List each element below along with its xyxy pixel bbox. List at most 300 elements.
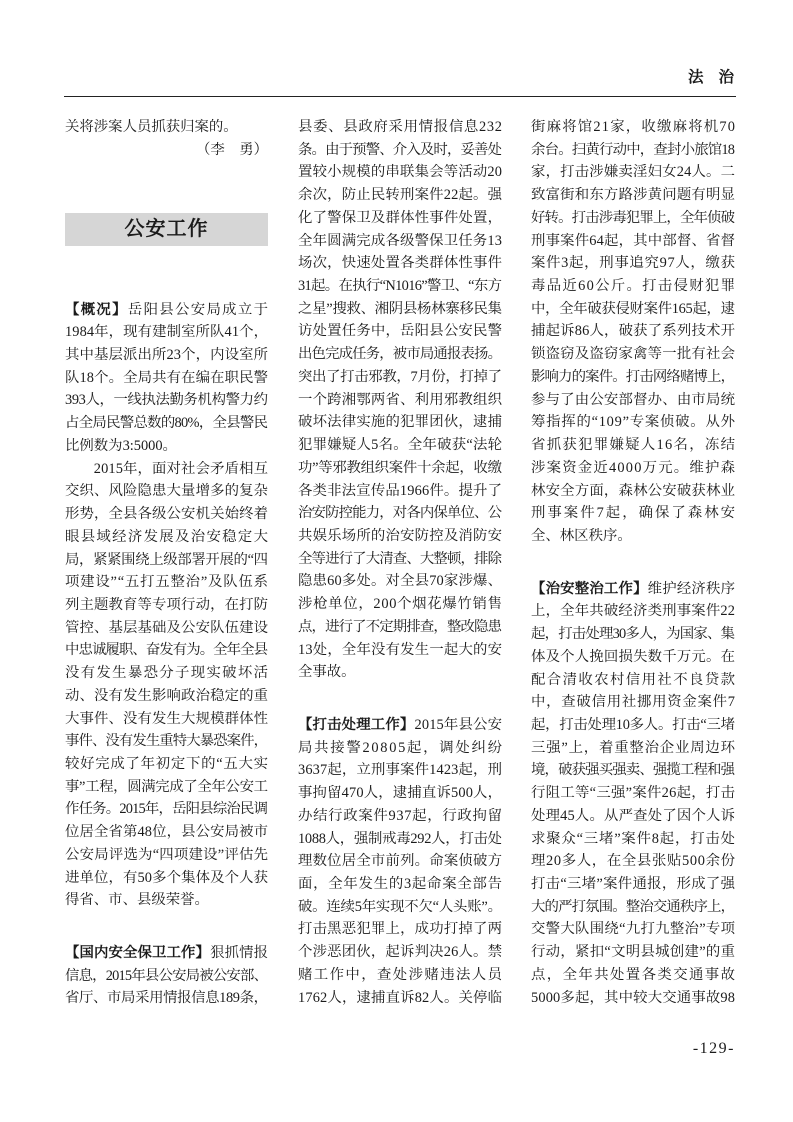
- text-line: [65, 344, 268, 367]
- text-line-content: [531, 298, 735, 321]
- line-text: 交警大队围绕“九打九整治”专项: [531, 921, 736, 938]
- text-line-content: [65, 639, 267, 662]
- line-text: 访处置任务中，岳阳县公安民警: [298, 323, 503, 340]
- text-line-content: [298, 661, 356, 684]
- text-line-content: [531, 646, 735, 669]
- author-credit: （李 勇）: [196, 141, 268, 158]
- public-order-paragraph: [531, 578, 735, 1010]
- text-line-content: [298, 987, 502, 1010]
- text-line-content: [298, 230, 502, 253]
- text-line: [531, 480, 735, 503]
- text-line: [65, 730, 268, 753]
- line-text: 信息，2015年县公安局被公安部、: [65, 967, 268, 984]
- text-line: [65, 798, 268, 821]
- text-line: [298, 230, 502, 253]
- text-line-content: [65, 965, 267, 988]
- line-text: 进单位，有50多个集体及个人获: [65, 869, 269, 886]
- text-line: [65, 549, 268, 572]
- text-line-content: [298, 320, 502, 343]
- text-line: [65, 685, 268, 708]
- text-line: [531, 782, 735, 805]
- paragraph-label: 【打击处理工作】: [298, 716, 415, 733]
- text-line-content: [531, 161, 735, 184]
- line-text: 2015年县公安: [414, 716, 503, 733]
- text-line-content: [531, 480, 735, 503]
- text-line-content: [65, 412, 267, 435]
- text-line-content: [531, 714, 735, 737]
- text-line-content: [298, 434, 502, 457]
- text-line-content: [531, 389, 735, 412]
- text-line: [298, 457, 502, 480]
- text-line: [531, 389, 735, 412]
- text-line-content: [531, 434, 736, 457]
- line-text: 1088人，强制戒毒292人，打击处: [298, 830, 502, 847]
- text-line-content: [531, 207, 734, 230]
- text-line: [65, 367, 268, 390]
- text-line: [298, 661, 502, 684]
- line-text: 大的严打氛围。整治交通秩序上，: [531, 898, 735, 915]
- line-text: 3637起，立刑事案件1423起，刑: [298, 762, 503, 779]
- text-line-content: [298, 616, 501, 639]
- text-line: [531, 184, 735, 207]
- text-line-content: [531, 600, 735, 623]
- text-line: [65, 389, 268, 412]
- line-text: 列主题教育等专项行动，在打防: [65, 596, 269, 613]
- overview-paragraph-2: [65, 458, 268, 912]
- line-text: 突出了打击邪教，7月份，打掉了: [298, 368, 502, 385]
- line-text: 大事件、没有发生大规模群体性: [65, 710, 269, 727]
- text-line: [298, 714, 502, 737]
- text-line-content: [94, 458, 268, 481]
- line-text: 形势，全县各级公安机关始终着: [65, 506, 269, 523]
- text-line: [65, 617, 268, 640]
- line-text: 得省、市、县级荣誉。: [65, 892, 209, 909]
- text-line: [298, 298, 502, 321]
- text-line: [531, 252, 735, 275]
- text-line-content: [531, 759, 734, 782]
- line-text: 局共接警20805起，调处纠纷: [298, 739, 504, 756]
- text-line-content: [298, 782, 502, 805]
- text-line-content: [298, 480, 502, 503]
- text-line: [298, 548, 502, 571]
- text-line-content: [531, 275, 736, 298]
- text-line-content: [65, 617, 268, 640]
- text-line-content: [65, 730, 267, 753]
- page-number: -129-: [692, 1040, 735, 1057]
- carryover-paragraph: [65, 116, 268, 139]
- line-text: 交织、风险隐患大量增多的复杂: [65, 483, 269, 500]
- line-text: 393人，一线执法勤务机构警力约: [65, 392, 268, 409]
- text-line-content: [65, 367, 268, 390]
- text-line: [531, 987, 735, 1010]
- text-line: [531, 691, 735, 714]
- text-line: [65, 503, 268, 526]
- text-line-content: [65, 344, 268, 367]
- text-line: [531, 805, 735, 828]
- text-line: [65, 526, 268, 549]
- paragraph-label: 【概况】: [65, 301, 128, 318]
- text-line-content: [298, 850, 502, 873]
- domestic-security-paragraph: [65, 942, 268, 1010]
- text-line: [65, 889, 268, 912]
- line-text: 全、林区秩序。: [531, 527, 632, 544]
- text-line-content: [298, 389, 502, 412]
- text-line-content: [531, 737, 736, 760]
- text-line-content: [531, 366, 734, 389]
- text-line-content: [65, 942, 268, 965]
- text-line-content: [65, 503, 268, 526]
- line-text: 个涉恶团伙，起诉判决26人。禁: [298, 944, 503, 961]
- line-text: 影响力的案件。打击网络赌博上，: [531, 368, 735, 385]
- line-text: 全年圆满完成各级警保卫任务13: [298, 232, 503, 249]
- line-text: 点，全年共处置各类交通事故: [531, 966, 737, 983]
- text-line: [298, 873, 502, 896]
- line-text: 破。连续5年实现不欠“人头账”。: [298, 898, 502, 915]
- text-line-content: [298, 964, 503, 987]
- text-line-content: [298, 525, 502, 548]
- text-line-content: [298, 275, 501, 298]
- text-line: [298, 411, 502, 434]
- line-text: 事拘留470人，逮捕直诉500人，: [298, 785, 503, 802]
- line-text: 好转。打击涉毒犯罪上，全年侦破: [531, 209, 735, 226]
- text-line: [65, 480, 268, 503]
- line-text: 打击“三堵”案件通报，形成了强: [531, 876, 736, 892]
- text-line-content: [298, 639, 502, 662]
- line-text: 点，进行了不定期排查，整改隐患: [298, 618, 502, 635]
- text-line-content: [65, 708, 268, 731]
- text-line-content: [65, 116, 238, 139]
- line-text: 各类非法宣传品1966件。提升了: [298, 482, 503, 499]
- text-line: [298, 252, 502, 275]
- section-title: 公安工作: [124, 217, 209, 240]
- text-line-content: [298, 184, 502, 207]
- text-line: [298, 207, 502, 230]
- text-line: [298, 139, 502, 162]
- text-line: [65, 299, 268, 322]
- line-text: 三强”上，着重整治企业周边环: [531, 739, 736, 756]
- text-line: [531, 850, 735, 873]
- text-line: [531, 139, 735, 162]
- text-line-content: [531, 987, 735, 1010]
- text-line: [298, 593, 502, 616]
- line-text: 求聚众“三堵”案件8起，打击处: [531, 830, 736, 847]
- line-text: 共娱乐场所的治安防控及消防安: [298, 527, 503, 544]
- line-text: 治安防控能力，对各内保单位、公: [298, 505, 502, 522]
- text-line: [298, 941, 502, 964]
- text-line: [531, 623, 735, 646]
- line-text: 筹指挥的“109”专案侦破。从外: [531, 414, 736, 431]
- text-line: [531, 896, 735, 919]
- line-text: 较好完成了年初定下的“五大实: [65, 755, 269, 772]
- line-text: 上，全年共破经济类刑事案件22: [531, 603, 736, 620]
- text-line-content: [298, 737, 504, 760]
- text-line-content: [298, 714, 502, 737]
- line-text: 作任务。2015年，岳阳县综治民调: [65, 801, 268, 818]
- line-text: 理20多人，在全县张贴500余份: [531, 853, 736, 870]
- line-text: 其中基层派出所23个，内设室所: [65, 347, 269, 364]
- text-line-content: [298, 252, 502, 275]
- text-line-content: [531, 873, 735, 896]
- text-line: [531, 918, 735, 941]
- line-text: 参与了由公安部督办、由市局统: [531, 391, 736, 408]
- text-line-content: [531, 691, 736, 714]
- text-line-content: [531, 411, 736, 434]
- text-line-content: [531, 252, 736, 275]
- text-line: [531, 298, 735, 321]
- line-text: 余次，防止民转刑案件22起。强: [298, 187, 503, 204]
- line-text: 致富街和东方路涉黄问题有明显: [531, 187, 736, 204]
- paragraph-label: 【治安整治工作】: [531, 580, 648, 597]
- line-text: 面，全年发生的3起命案全部告: [298, 876, 503, 892]
- line-text: 林安全方面，森林公安破获林业: [531, 482, 736, 499]
- line-text: 省厅、市局采用情报信息189条，: [65, 990, 268, 1007]
- text-line-content: [298, 207, 502, 230]
- text-line: [531, 714, 735, 737]
- line-text: 眼县域经济发展及治安稳定大: [65, 528, 270, 545]
- line-text: 配合清收农村信用社不良贷款: [531, 671, 737, 688]
- text-line: [65, 116, 268, 139]
- text-line-content: [298, 457, 502, 480]
- text-line: [531, 320, 735, 343]
- line-text: 捕起诉86人，破获了系列技术开: [531, 323, 736, 340]
- line-text: 出色完成任务，被市局通报表扬。: [298, 346, 502, 363]
- text-line: [531, 964, 735, 987]
- text-line-content: [531, 623, 734, 646]
- text-line: [531, 646, 735, 669]
- line-text: 比例数为3:5000。: [65, 437, 177, 454]
- line-text: 街麻将馆21家，收缴麻将机70: [531, 119, 737, 135]
- text-line: [531, 828, 735, 851]
- line-text: 事件、没有发生重特大暴恐案件，: [65, 733, 268, 750]
- text-line: [531, 366, 735, 389]
- line-text: 行阻工等“三强”案件26起，打击: [531, 785, 736, 802]
- text-line: [531, 411, 735, 434]
- text-line: [65, 776, 268, 799]
- line-text: 省抓获犯罪嫌疑人16名，冻结: [531, 437, 737, 454]
- line-text: 关将涉案人员抓获归案的。: [65, 119, 238, 135]
- text-line-content: [531, 184, 735, 207]
- line-text: 管控、基层基础及公安队伍建设: [65, 619, 269, 636]
- text-line: [298, 434, 502, 457]
- text-line: [298, 320, 502, 343]
- text-line: [531, 275, 735, 298]
- line-text: 家，打击涉嫌卖淫妇女24人。二: [531, 164, 736, 181]
- text-line: [298, 480, 502, 503]
- line-text: 中，全年破获侵财案件165起，逮: [531, 300, 735, 317]
- text-line-content: [298, 139, 501, 162]
- text-line-content: [65, 889, 209, 912]
- text-line-content: [531, 805, 735, 828]
- line-text: 1984年，现有建制室所队41个，: [65, 324, 269, 341]
- line-text: 没有发生暴恐分子现实破坏活: [65, 665, 270, 682]
- line-text: 涉枪单位，200个烟花爆竹销售: [298, 596, 503, 613]
- line-text: 赌工作中，查处涉赌违法人员: [298, 966, 504, 983]
- text-line: [65, 753, 268, 776]
- overview-paragraph: [65, 299, 268, 458]
- text-line-content: [65, 299, 269, 322]
- line-text: 破坏法律实施的犯罪团伙，逮捕: [298, 414, 503, 431]
- text-line: [298, 828, 502, 851]
- text-line-content: [531, 320, 735, 343]
- text-line-content: [531, 669, 736, 692]
- text-line-content: [298, 366, 502, 389]
- text-line: [531, 343, 735, 366]
- line-text: 打击黑恶犯罪上，成功打掉了两: [298, 921, 503, 938]
- text-line-content: [65, 435, 177, 458]
- line-text: 维护经济秩序: [647, 580, 736, 597]
- text-line: [65, 662, 268, 685]
- text-line: [531, 600, 735, 623]
- line-text: 置较小规模的串联集会等活动20: [298, 164, 503, 181]
- text-line: [298, 639, 502, 662]
- text-line-content: [298, 161, 502, 184]
- text-line: [298, 275, 502, 298]
- text-line: [531, 941, 735, 964]
- text-line: [65, 571, 268, 594]
- text-line-content: [65, 594, 268, 617]
- text-line: [298, 918, 502, 941]
- line-text: 岳阳县公安局成立于: [127, 301, 270, 318]
- line-text: 处理45人。从严查处了因个人诉: [531, 807, 736, 824]
- text-line: [298, 759, 502, 782]
- column-middle: [298, 116, 502, 1009]
- text-line: [65, 435, 268, 458]
- text-line-content: [298, 873, 503, 896]
- line-text: 动、没有发生影响政治稳定的重: [65, 687, 269, 704]
- text-line-content: [298, 896, 502, 919]
- text-line-content: [531, 525, 632, 548]
- line-text: 境，破获强买强卖、强揽工程和强: [531, 762, 735, 779]
- domestic-security-continued: [298, 116, 502, 684]
- text-line: [531, 230, 735, 253]
- text-line: [65, 987, 268, 1010]
- text-line-content: [65, 776, 268, 799]
- text-line: [65, 458, 268, 481]
- text-line-content: [531, 116, 736, 139]
- text-line: [298, 366, 502, 389]
- text-line-content: [531, 782, 735, 805]
- text-line-content: [298, 805, 503, 828]
- line-text: 刑事案件64起，其中部督、省督: [531, 232, 736, 249]
- text-line-content: [531, 578, 735, 601]
- line-text: 项建设”“五打五整治”及队伍系: [65, 574, 269, 591]
- text-line-content: [298, 502, 501, 525]
- line-text: 中忠诚履职、奋发有为。全年全县: [65, 642, 268, 659]
- text-line-content: [298, 116, 503, 139]
- line-text: 行动，紧扣“文明县城创建”的重: [531, 944, 736, 961]
- text-line-content: [298, 759, 502, 782]
- text-line: [531, 207, 735, 230]
- line-text: 全事故。: [298, 664, 356, 681]
- text-line-content: [298, 343, 501, 366]
- column-left: [65, 116, 268, 1010]
- text-line-content: [531, 343, 735, 366]
- text-line-content: [531, 139, 734, 162]
- text-line: [298, 987, 502, 1010]
- text-line-content: [531, 918, 735, 941]
- line-text: 2015年，面对社会矛盾相互: [93, 460, 269, 477]
- text-line-content: [65, 844, 268, 867]
- line-text: 涉案资金近4000万元。维护森: [531, 459, 737, 476]
- line-text: 之星”搜救、湘阴县杨林寨移民集: [298, 300, 502, 317]
- text-line: [298, 616, 502, 639]
- line-text: 中，查破信用社挪用资金案件7: [531, 694, 736, 711]
- text-line-content: [298, 570, 502, 593]
- line-text: 事”工程，圆满完成了全年公安工: [65, 778, 268, 795]
- text-line-content: [531, 457, 736, 480]
- line-text: 条。由于预警、介入及时，妥善处: [298, 141, 502, 158]
- text-line-content: [531, 964, 736, 987]
- text-line: [531, 578, 735, 601]
- text-line: [298, 782, 502, 805]
- text-line-content: [531, 850, 736, 873]
- line-text: 案件3起，刑事追究97人，缴获: [531, 255, 736, 272]
- text-line: [65, 412, 268, 435]
- text-line: [65, 867, 268, 890]
- text-line: [298, 116, 502, 139]
- text-line: [298, 896, 502, 919]
- line-text: 场次，快速处置各类群体性事件: [298, 255, 503, 272]
- line-text: 公安局评选为“四项建设”评估先: [65, 846, 269, 863]
- text-line: [65, 942, 268, 965]
- text-line: [298, 161, 502, 184]
- line-text: 全等进行了大清查、大整顿，排除: [298, 550, 502, 567]
- line-text: 局，紧紧围绕上级部署开展的“四: [65, 551, 268, 568]
- line-text: 占全局民警总数的80%，全县警民: [65, 415, 268, 432]
- text-line-content: [531, 941, 735, 964]
- text-line: [65, 965, 268, 988]
- crackdown-continued: [531, 116, 738, 548]
- text-line-content: [65, 526, 269, 549]
- text-line: [65, 594, 268, 617]
- text-line: [531, 434, 735, 457]
- line-text: 起，打击处理30多人，为国家、集: [531, 626, 735, 643]
- text-line: [298, 737, 502, 760]
- text-line: [531, 161, 735, 184]
- text-line-content: [65, 685, 268, 708]
- text-line: [298, 184, 502, 207]
- text-line-content: [298, 411, 502, 434]
- line-text: 一个跨湘鄂两省、利用邪教组织: [298, 391, 503, 408]
- text-line: [65, 844, 268, 867]
- text-line-content: [65, 821, 268, 844]
- text-line: [531, 737, 735, 760]
- line-text: 毒品近60公斤。打击侵财犯罪: [531, 278, 737, 295]
- line-text: 位居全省第48位，县公安局被市: [65, 824, 269, 841]
- text-line-content: [65, 571, 269, 594]
- text-line: [298, 525, 502, 548]
- text-line-content: [65, 753, 269, 776]
- line-text: 1762人，逮捕直诉82人。关停临: [298, 989, 503, 1006]
- text-line-content: [531, 502, 737, 525]
- text-line-content: [65, 480, 268, 503]
- line-text: 13处，全年没有发生一起大的安: [298, 641, 503, 658]
- line-text: 功”等邪教组织案件十余起，收缴: [298, 459, 502, 476]
- text-line: [531, 873, 735, 896]
- line-text: 县委、县政府采用情报信息232: [298, 119, 503, 135]
- text-line: [531, 457, 735, 480]
- line-text: 锁盗窃及盗窃家禽等一批有社会: [531, 346, 736, 363]
- line-text: 隐患60多处。对全县70家涉爆、: [298, 573, 503, 590]
- text-line: [65, 708, 268, 731]
- text-line-content: [298, 548, 501, 571]
- line-text: 体及个人挽回损失数千万元。在: [531, 648, 736, 665]
- text-line: [531, 759, 735, 782]
- line-text: 31起。在执行“N1016”警卫、“东方: [298, 278, 502, 295]
- text-line: [531, 116, 735, 139]
- text-line-content: [531, 828, 736, 851]
- text-line: [531, 525, 735, 548]
